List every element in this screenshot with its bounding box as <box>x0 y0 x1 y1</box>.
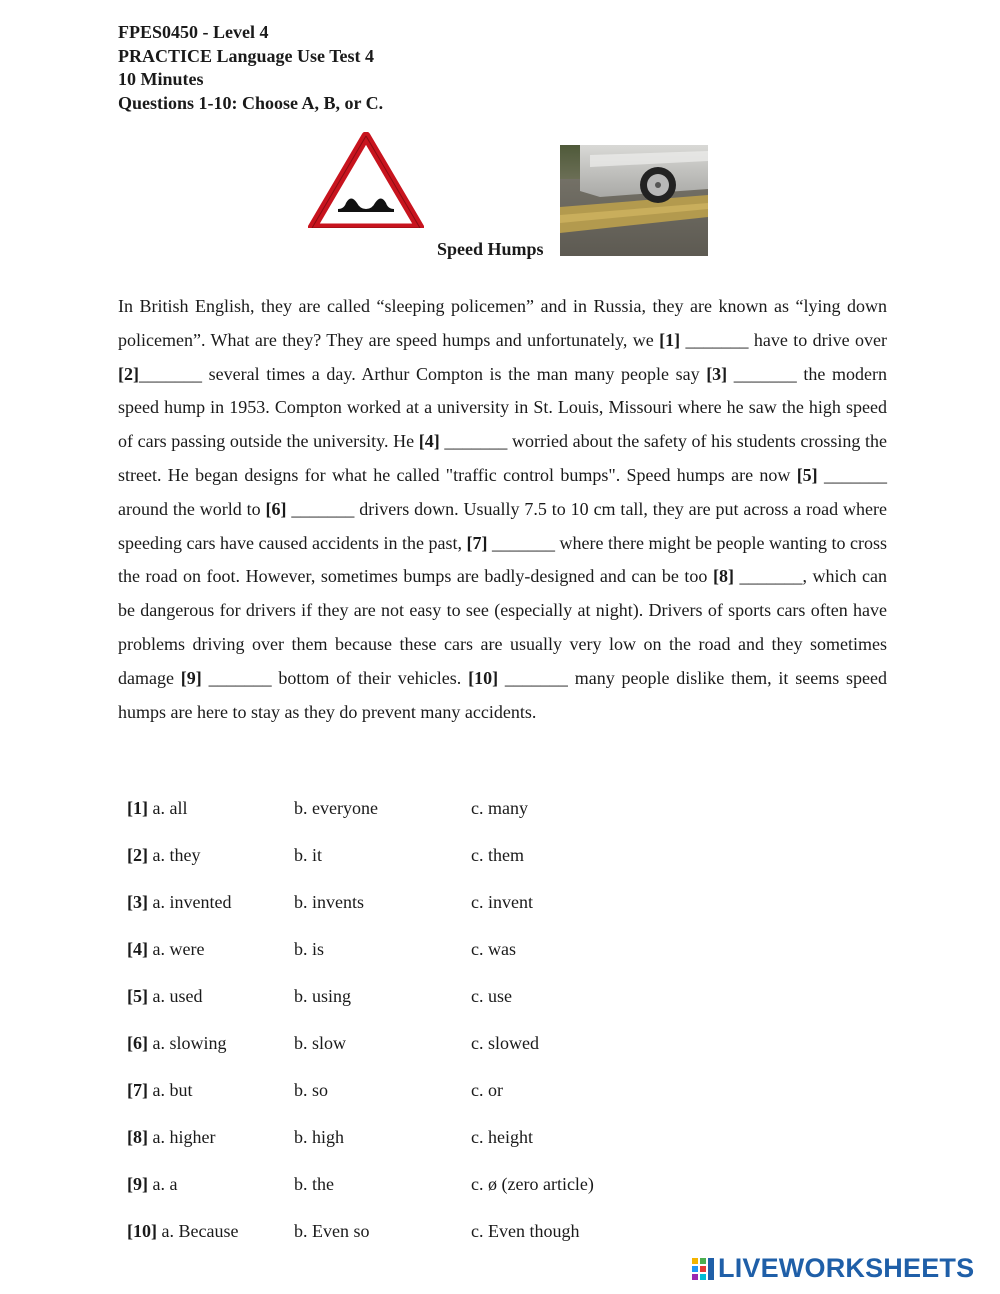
option-a[interactable] <box>127 798 187 819</box>
option-b[interactable]: b. invents <box>294 892 364 912</box>
question-number: [7] <box>127 1080 148 1100</box>
question-number: [10] <box>127 1221 157 1241</box>
passage-text: _______ the modern speed hump in 1953. Compton worked at a university in St. Louis, Missouri where he saw the high speed of cars passing outside the university. He <box>118 363 887 452</box>
option-c[interactable]: c. or <box>471 1080 503 1100</box>
question-number: [4] <box>127 939 148 959</box>
blank-number: [2] <box>118 363 139 384</box>
question-number: [9] <box>127 1174 148 1194</box>
option-c[interactable]: c. ø (zero article) <box>471 1174 594 1194</box>
option-a[interactable] <box>127 892 231 913</box>
passage-text: _______, which can be dangerous for drivers if they are not easy to see (especially at night). Drivers of sports cars often have problems driving over them because these cars are usually very low on the road and they sometimes damage <box>118 566 887 688</box>
option-a-text: a. slowing <box>148 1033 227 1053</box>
option-a-text: a. a <box>148 1174 178 1194</box>
blank-number: [6] <box>265 498 287 519</box>
option-b[interactable]: b. everyone <box>294 798 378 818</box>
reading-passage <box>118 290 887 729</box>
question-number: [3] <box>127 892 148 912</box>
test-title: PRACTICE Language Use Test 4 <box>118 45 375 66</box>
section-title: Speed Humps <box>437 239 544 259</box>
question-number: [8] <box>127 1127 148 1147</box>
option-a-text: a. all <box>148 798 188 818</box>
option-a[interactable] <box>127 845 200 866</box>
passage-text: _______ drivers down. Usually 7.5 to 10 cm tall, they are put across a road where speeding cars have caused accidents in the past, <box>118 498 888 553</box>
option-a-text: a. but <box>148 1080 193 1100</box>
option-a-text: a. higher <box>148 1127 216 1147</box>
passage-text: _______ many people dislike them, it seems speed humps are here to stay as they do prevent many accidents. <box>118 667 887 722</box>
option-a-text: a. were <box>148 939 205 959</box>
blank-number: [9] <box>180 667 202 688</box>
option-a[interactable] <box>127 939 204 960</box>
brand-name: LIVEWORKSHEETS <box>718 1253 975 1283</box>
option-c[interactable]: c. was <box>471 939 516 959</box>
time-limit: 10 Minutes <box>118 69 204 89</box>
passage-text: In British English, they are called “sleeping policemen” and in Russia, they are known as “lying down policemen”. What are they? They are speed humps and unfortunately, we <box>118 296 887 350</box>
option-c[interactable]: c. use <box>471 986 512 1006</box>
worksheet-header <box>118 21 383 115</box>
course-code: FPES0450 - Level 4 <box>118 22 269 42</box>
option-b[interactable]: b. so <box>294 1080 329 1100</box>
blank-number: [7] <box>466 532 488 553</box>
passage-text: _______ where there might be people wanting to cross the road on foot. However, sometimes bumps are badly-designed and can be too <box>118 532 887 587</box>
blank-number: [4] <box>418 431 440 452</box>
question-number: [1] <box>127 798 148 818</box>
option-a[interactable] <box>127 1174 177 1195</box>
option-a[interactable] <box>127 1221 238 1242</box>
question-number: [2] <box>127 845 148 865</box>
blank-number: [8] <box>712 566 734 587</box>
question-number: [5] <box>127 986 148 1006</box>
option-b[interactable]: b. it <box>294 845 323 865</box>
passage-text: _______ several times a day. Arthur Compton is the man many people say <box>139 363 707 384</box>
liveworksheets-logo[interactable] <box>692 1254 992 1286</box>
option-c[interactable]: c. slowed <box>471 1033 539 1053</box>
option-a-text: a. they <box>148 845 201 865</box>
speed-hump-sign-icon <box>308 132 424 234</box>
passage-text: _______ bottom of their vehicles. <box>201 667 469 688</box>
option-a[interactable] <box>127 1127 215 1148</box>
option-a-text: a. invented <box>148 892 232 912</box>
blank-number: [3] <box>706 363 728 384</box>
blank-number: [5] <box>796 464 818 485</box>
option-c[interactable]: c. them <box>471 845 524 865</box>
option-a[interactable] <box>127 1033 227 1054</box>
option-b[interactable]: b. high <box>294 1127 345 1147</box>
option-a-text: a. used <box>148 986 203 1006</box>
option-b[interactable]: b. slow <box>294 1033 347 1053</box>
option-c[interactable]: c. invent <box>471 892 533 912</box>
blank-number: [1] <box>659 329 681 350</box>
option-a[interactable] <box>127 986 202 1007</box>
question-number: [6] <box>127 1033 148 1053</box>
option-b[interactable]: b. the <box>294 1174 334 1194</box>
option-c[interactable]: c. Even though <box>471 1221 580 1241</box>
option-a-text: a. Because <box>157 1221 239 1241</box>
option-b[interactable]: b. is <box>294 939 325 959</box>
option-b[interactable]: b. using <box>294 986 352 1006</box>
passage-text: _______ have to drive over <box>680 329 888 350</box>
car-on-speed-hump-photo <box>560 145 708 256</box>
option-a[interactable] <box>127 1080 193 1101</box>
passage-text: _______ worried about the safety of his students crossing the street. He began designs for what he called "traffic control bumps". Speed humps are now <box>118 431 887 485</box>
option-c[interactable]: c. many <box>471 798 528 818</box>
option-b[interactable]: b. Even so <box>294 1221 370 1241</box>
instructions: Questions 1-10: Choose A, B, or C. <box>118 92 384 113</box>
option-c[interactable]: c. height <box>471 1127 533 1147</box>
passage-text: _______ around the world to <box>118 464 887 519</box>
liveworksheets-logo-icon <box>692 1258 716 1282</box>
blank-number: [10] <box>468 667 499 688</box>
